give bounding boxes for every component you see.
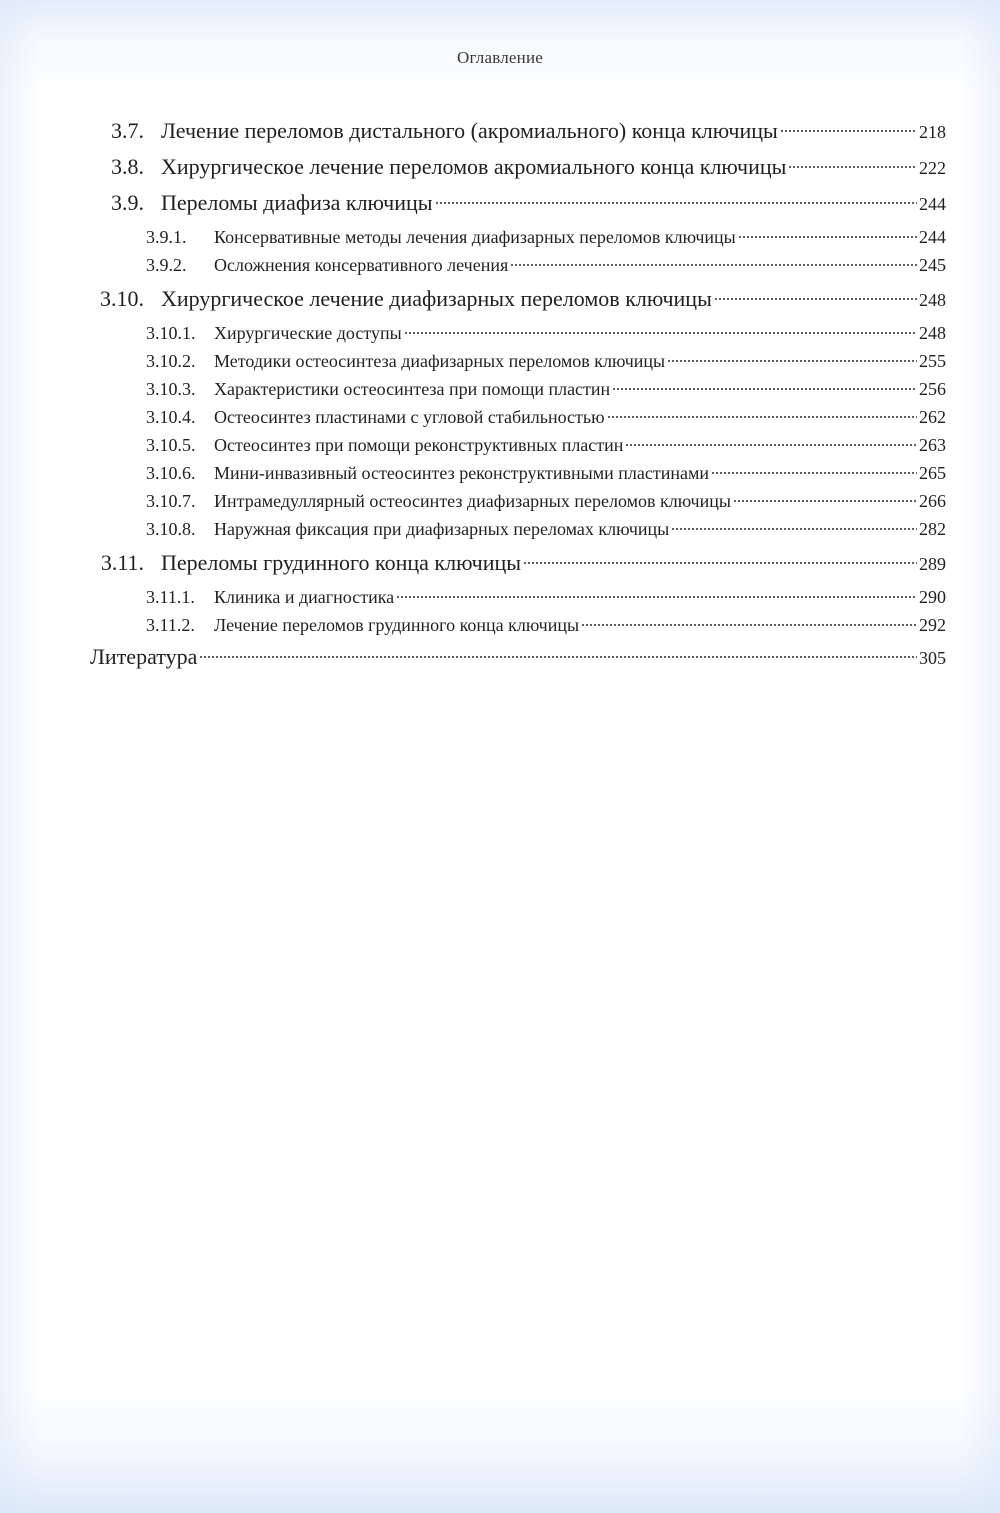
toc-subentry-title: Методики остеосинтеза диафизарных переломов ключицы bbox=[214, 351, 666, 371]
dot-leader bbox=[199, 655, 917, 659]
dot-leader bbox=[780, 129, 917, 133]
toc-subentry-page: 248 bbox=[919, 323, 946, 343]
dot-leader bbox=[733, 499, 917, 503]
toc-subentry-page: 266 bbox=[919, 491, 946, 511]
toc-subentry[interactable] bbox=[80, 224, 946, 252]
toc-subentry-page: 263 bbox=[919, 435, 946, 455]
toc-subentry[interactable] bbox=[80, 348, 946, 376]
toc-subentry[interactable] bbox=[80, 404, 946, 432]
toc-subentry-page: 245 bbox=[919, 255, 946, 275]
toc-subentry-page: 282 bbox=[919, 519, 946, 539]
toc-subentry-page: 255 bbox=[919, 351, 946, 371]
toc-subentry-page: 244 bbox=[919, 227, 946, 247]
toc-subentry-page: 292 bbox=[919, 615, 946, 635]
toc-subentry-number: 3.10.8. bbox=[146, 519, 196, 539]
dot-leader bbox=[667, 359, 917, 363]
toc-entry[interactable] bbox=[80, 116, 946, 152]
toc-entry-title: Переломы диафиза ключицы bbox=[161, 190, 433, 215]
toc-entry[interactable] bbox=[80, 284, 946, 320]
toc-entry-title: Переломы грудинного конца ключицы bbox=[161, 550, 522, 575]
toc-literature-title: Литература bbox=[90, 644, 198, 669]
toc-subentry[interactable] bbox=[80, 488, 946, 516]
toc-entry-page: 248 bbox=[919, 290, 946, 310]
toc-subentry-page: 262 bbox=[919, 407, 946, 427]
toc-subentry-number: 3.10.5. bbox=[146, 435, 196, 455]
toc-subentry[interactable] bbox=[80, 584, 946, 612]
toc-subentry[interactable] bbox=[80, 252, 946, 280]
toc-subentry-title: Лечение переломов грудинного конца ключицы bbox=[214, 615, 580, 635]
toc-subentry-number: 3.10.3. bbox=[146, 379, 196, 399]
toc-subentry-title: Клиника и диагностика bbox=[214, 587, 395, 607]
toc-subentry-page: 290 bbox=[919, 587, 946, 607]
toc-subentry-title: Остеосинтез при помощи реконструктивных пластин bbox=[214, 435, 624, 455]
toc-subentry-number: 3.10.4. bbox=[146, 407, 196, 427]
toc-subentry-number: 3.9.2. bbox=[146, 255, 187, 275]
toc-subentry-title: Наружная фиксация при диафизарных переломах ключицы bbox=[214, 519, 670, 539]
dot-leader bbox=[612, 387, 917, 391]
toc-subentry-number: 3.10.1. bbox=[146, 323, 196, 343]
toc-subentry[interactable] bbox=[80, 320, 946, 348]
toc-entry-number: 3.7. bbox=[111, 118, 144, 143]
dot-leader bbox=[404, 331, 917, 335]
toc-subentry[interactable] bbox=[80, 460, 946, 488]
toc-entry-page: 289 bbox=[919, 554, 946, 574]
toc-subentry-title: Консервативные методы лечения диафизарных переломов ключицы bbox=[214, 227, 736, 247]
toc-entry[interactable] bbox=[80, 188, 946, 224]
dot-leader bbox=[607, 415, 917, 419]
toc-subentry[interactable] bbox=[80, 516, 946, 544]
toc-subentry[interactable] bbox=[80, 376, 946, 404]
dot-leader bbox=[396, 595, 917, 599]
dot-leader bbox=[714, 297, 917, 301]
toc-subentry-number: 3.11.2. bbox=[146, 615, 195, 635]
toc-entry-title: Лечение переломов дистального (акромиального) конца ключицы bbox=[161, 118, 778, 143]
toc-subentry-title: Интрамедуллярный остеосинтез диафизарных переломов ключицы bbox=[214, 491, 731, 511]
toc-subentry-title: Характеристики остеосинтеза при помощи пластин bbox=[214, 379, 611, 399]
dot-leader bbox=[581, 623, 917, 627]
toc-entry-number: 3.10. bbox=[100, 286, 144, 311]
dot-leader bbox=[788, 165, 917, 169]
toc-subentry-number: 3.11.1. bbox=[146, 587, 195, 607]
toc-entry[interactable] bbox=[80, 548, 946, 584]
running-head: Оглавление bbox=[457, 48, 543, 67]
toc-entry-page: 218 bbox=[919, 122, 946, 142]
toc-entry[interactable] bbox=[80, 152, 946, 188]
toc-subentry-page: 256 bbox=[919, 379, 946, 399]
toc-subentry-number: 3.10.7. bbox=[146, 491, 196, 511]
table-of-contents bbox=[80, 116, 946, 674]
toc-subentry-title: Хирургические доступы bbox=[214, 323, 402, 343]
dot-leader bbox=[625, 443, 917, 447]
toc-entry-number: 3.11. bbox=[100, 550, 144, 575]
dot-leader bbox=[523, 561, 917, 565]
dot-leader bbox=[510, 263, 917, 267]
toc-entry-page: 244 bbox=[919, 194, 946, 214]
toc-subentry-title: Мини-инвазивный остеосинтез реконструктивными пластинами bbox=[214, 463, 709, 483]
dot-leader bbox=[738, 235, 917, 239]
toc-subentry[interactable] bbox=[80, 432, 946, 460]
toc-entry-title: Хирургическое лечение диафизарных переломов ключицы bbox=[161, 286, 712, 311]
toc-subentry-title: Осложнения консервативного лечения bbox=[214, 255, 509, 275]
toc-subentry-page: 265 bbox=[919, 463, 946, 483]
toc-literature-page: 305 bbox=[919, 648, 946, 668]
dot-leader bbox=[711, 471, 917, 475]
toc-entry-number: 3.8. bbox=[111, 154, 144, 179]
dot-leader bbox=[671, 527, 917, 531]
toc-subentry-number: 3.10.2. bbox=[146, 351, 196, 371]
toc-entry-title: Хирургическое лечение переломов акромиального конца ключицы bbox=[161, 154, 787, 179]
toc-entry-number: 3.9. bbox=[111, 190, 144, 215]
toc-subentry-title: Остеосинтез пластинами с угловой стабильностью bbox=[214, 407, 605, 427]
toc-subentry-number: 3.10.6. bbox=[146, 463, 196, 483]
toc-entry-literature[interactable] bbox=[80, 642, 946, 674]
toc-subentry-number: 3.9.1. bbox=[146, 227, 187, 247]
dot-leader bbox=[435, 201, 917, 205]
toc-subentry[interactable] bbox=[80, 612, 946, 640]
toc-entry-page: 222 bbox=[919, 158, 946, 178]
